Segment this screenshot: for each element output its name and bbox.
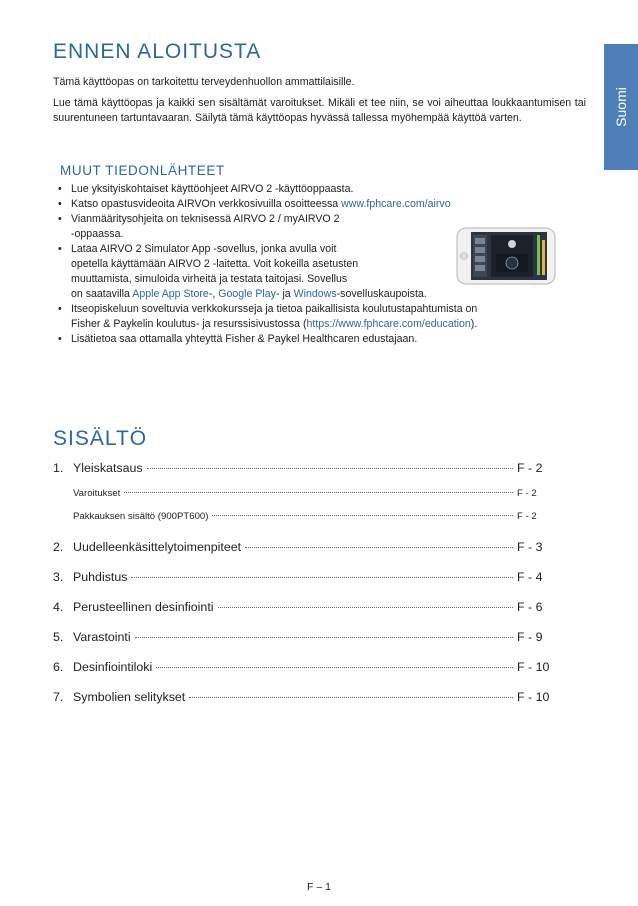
- toc-item-symbols[interactable]: 7. Symbolien selitykset F - 10: [53, 690, 550, 704]
- toc-title: SISÄLTÖ: [53, 427, 148, 450]
- windows-store-link[interactable]: Windows: [293, 288, 337, 300]
- list-item: • Vianmääritysohjeita on teknisessä AIRVO 2 / myAIRVO 2 -oppaassa.: [56, 212, 596, 242]
- before-title: ENNEN ALOITUSTA: [53, 40, 262, 63]
- list-item: • Lue yksityiskohtaiset käyttöohjeet AIRVO 2 -käyttöoppaasta.: [56, 182, 596, 197]
- language-label: Suomi: [613, 87, 629, 127]
- education-link[interactable]: https://www.fphcare.com/education: [306, 318, 471, 330]
- toc-item-overview[interactable]: 1. Yleiskatsaus F - 2: [53, 461, 543, 475]
- toc-item-storage[interactable]: 5. Varastointi F - 9: [53, 630, 543, 644]
- toc-item-disinfection-log[interactable]: 6. Desinfiointiloki F - 10: [53, 660, 550, 674]
- list-item: • Lisätietoa saa ottamalla yhteyttä Fisher & Paykel Healthcaren edustajaan.: [56, 332, 596, 347]
- list-item: • Itseopiskeluun soveltuvia verkkokursseja ja tietoa paikallisista koulutustapahtumista on Fisher & Paykelin koulutus- ja resurssisivustossa (https://www.fphcare.com/education).: [56, 302, 596, 332]
- warning-paragraph: Lue tämä käyttöopas ja kaikki sen sisältämät varoitukset. Mikäli et tee niin, se voi aiheuttaa loukkaantumisen tai suurentuneen tartuntavaaran. Säilytä tämä käyttöopas hyvässä tallessa myöhempää käyttöä varten.: [53, 97, 586, 124]
- airvo-link[interactable]: www.fphcare.com/airvo: [341, 198, 451, 210]
- simulator-phone-image: [456, 226, 556, 286]
- list-item: • Katso opastusvideoita AIRVOn verkkosivuilla osoitteessa www.fphcare.com/airvo: [56, 197, 596, 212]
- toc-item-package-contents[interactable]: Pakkauksen sisältö (900PT600) F - 2: [73, 511, 537, 522]
- toc-item-cleaning[interactable]: 3. Puhdistus F - 4: [53, 570, 543, 584]
- apple-app-store-link[interactable]: Apple App Store: [132, 288, 209, 300]
- intro-paragraph: Tämä käyttöopas on tarkoitettu terveydenhuollon ammattilaisille.: [53, 76, 355, 88]
- toc-item-warnings[interactable]: Varoitukset F - 2: [73, 488, 537, 499]
- toc-item-reprocessing[interactable]: 2. Uudelleenkäsittelytoimenpiteet F - 3: [53, 540, 543, 554]
- list-item: • Lataa AIRVO 2 Simulator App -sovellus, jonka avulla voit opetella käyttämään AIRVO 2 -laitetta. Voit kokeilla asetusten muuttamista, simuloida virheitä ja testata taitojasi. Sovellus on saatavilla Apple App Store-, Google Play- ja Windows-sovelluskaupoista.: [56, 242, 596, 302]
- language-tab: [604, 44, 638, 170]
- google-play-link[interactable]: Google Play: [218, 288, 276, 300]
- toc-item-disinfection[interactable]: 4. Perusteellinen desinfiointi F - 6: [53, 600, 543, 614]
- sources-title: MUUT TIEDONLÄHTEET: [60, 163, 225, 178]
- page-number: F – 1: [307, 881, 331, 893]
